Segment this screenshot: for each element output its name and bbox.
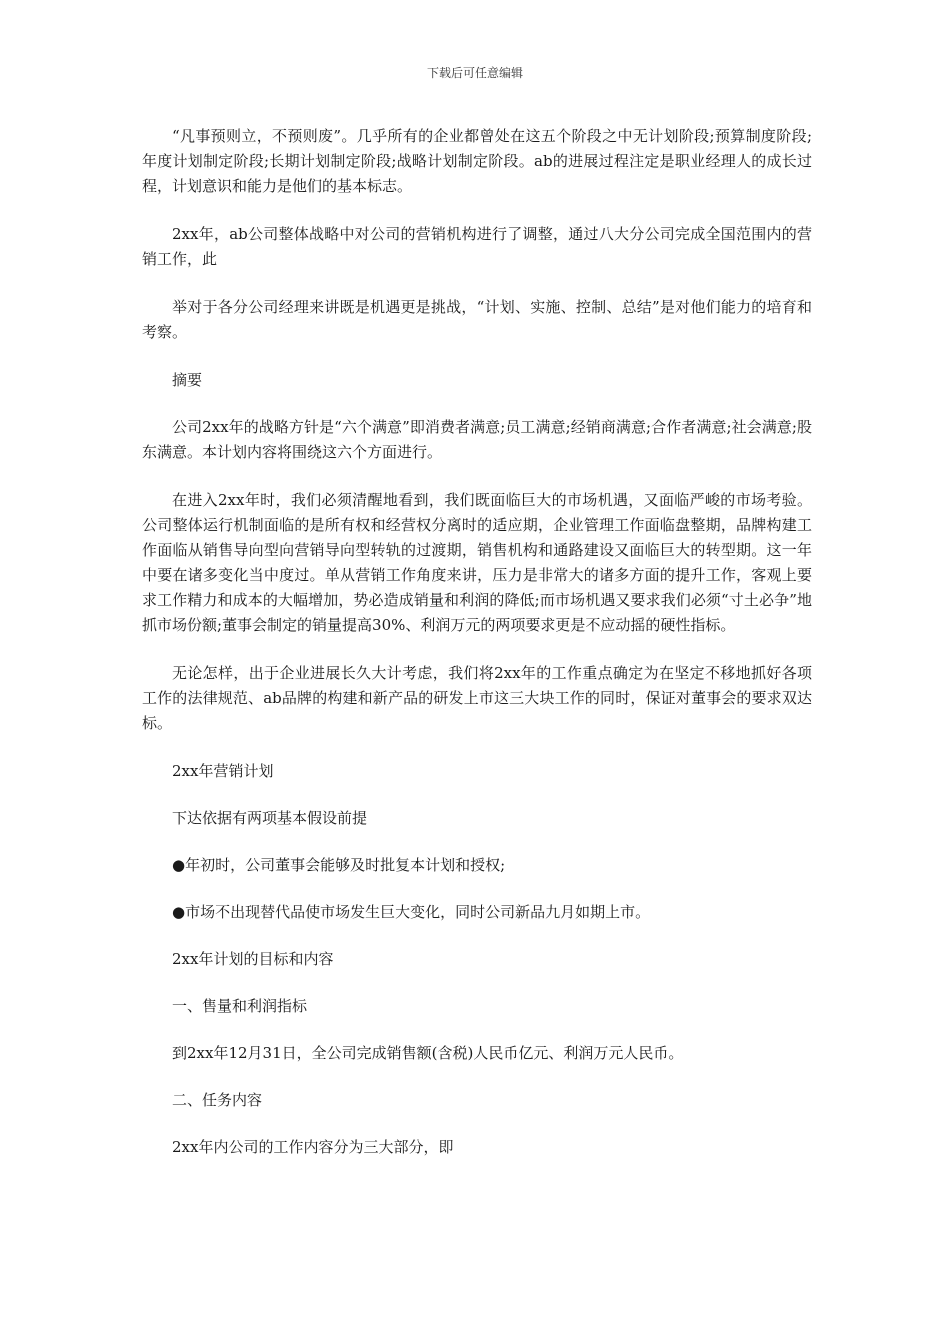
section-heading-goals: 2xx年计划的目标和内容 (172, 950, 334, 968)
paragraph-work-focus: 无论怎样，出于企业进展长久大计考虑，我们将2xx年的工作重点确定为在坚定不移地抓好各项工作的法律规范、ab品牌的构建和新产品的研发上市这三大块工作的同时，保证对董事会的要求双达标。 (142, 664, 812, 732)
paragraph-task-parts: 2xx年内公司的工作内容分为三大部分，即 (172, 1138, 454, 1156)
paragraph-assumptions-intro: 下达依据有两项基本假设前提 (172, 809, 368, 827)
page-header: 下载后可任意编辑 (426, 66, 523, 80)
bullet-item-board-approval: ●年初时，公司董事会能够及时批复本计划和授权; (172, 856, 506, 874)
paragraph-reorganization: 2xx年，ab公司整体战略中对公司的营销机构进行了调整，通过八大分公司完成全国范围内的营销工作，此 (142, 225, 812, 268)
bullet-item-market-stability: ●市场不出现替代品使市场发生巨大变化，同时公司新品九月如期上市。 (172, 903, 651, 921)
section-heading-tasks: 二、任务内容 (172, 1091, 263, 1109)
paragraph-strategy: 公司2xx年的战略方针是“六个满意”即消费者满意;员工满意;经销商满意;合作者满意;社会满意;股东满意。本计划内容将围绕这六个方面进行。 (142, 418, 812, 461)
paragraph-planning-stages: “凡事预则立，不预则废”。几乎所有的企业都曾处在这五个阶段之中无计划阶段;预算制度阶段;年度计划制定阶段;长期计划制定阶段;战略计划制定阶段。ab的进展过程注定是职业经理人的成长过程，计划意识和能力是他们的基本标志。 (142, 127, 812, 195)
section-heading-marketing-plan: 2xx年营销计划 (172, 762, 274, 780)
paragraph-sales-target: 到2xx年12月31日，全公司完成销售额(含税)人民币亿元、利润万元人民币。 (172, 1044, 684, 1062)
document-body (142, 124, 812, 1182)
section-heading-summary: 摘要 (172, 371, 203, 389)
paragraph-challenge: 举对于各分公司经理来讲既是机遇更是挑战，“计划、实施、控制、总结”是对他们能力的培育和考察。 (142, 298, 812, 341)
paragraph-market-situation: 在进入2xx年时，我们必须清醒地看到，我们既面临巨大的市场机遇，又面临严峻的市场考验。公司整体运行机制面临的是所有权和经营权分离时的适应期，企业管理工作面临盘整期，品牌构建工作面临从销售导向型向营销导向型转轨的过渡期，销售机构和通路建设又面临巨大的转型期。这一年中要在诸多变化当中度过。单从营销工作角度来讲，压力是非常大的诸多方面的提升工作，客观上要求工作精力和成本的大幅增加，势必造成销量和利润的降低;而市场机遇又要求我们必须“寸土必争”地抓市场份额;董事会制定的销量提高30%、利润万元的两项要求更是不应动摇的硬性指标。 (142, 491, 812, 634)
section-heading-sales-profit: 一、售量和利润指标 (172, 997, 308, 1015)
